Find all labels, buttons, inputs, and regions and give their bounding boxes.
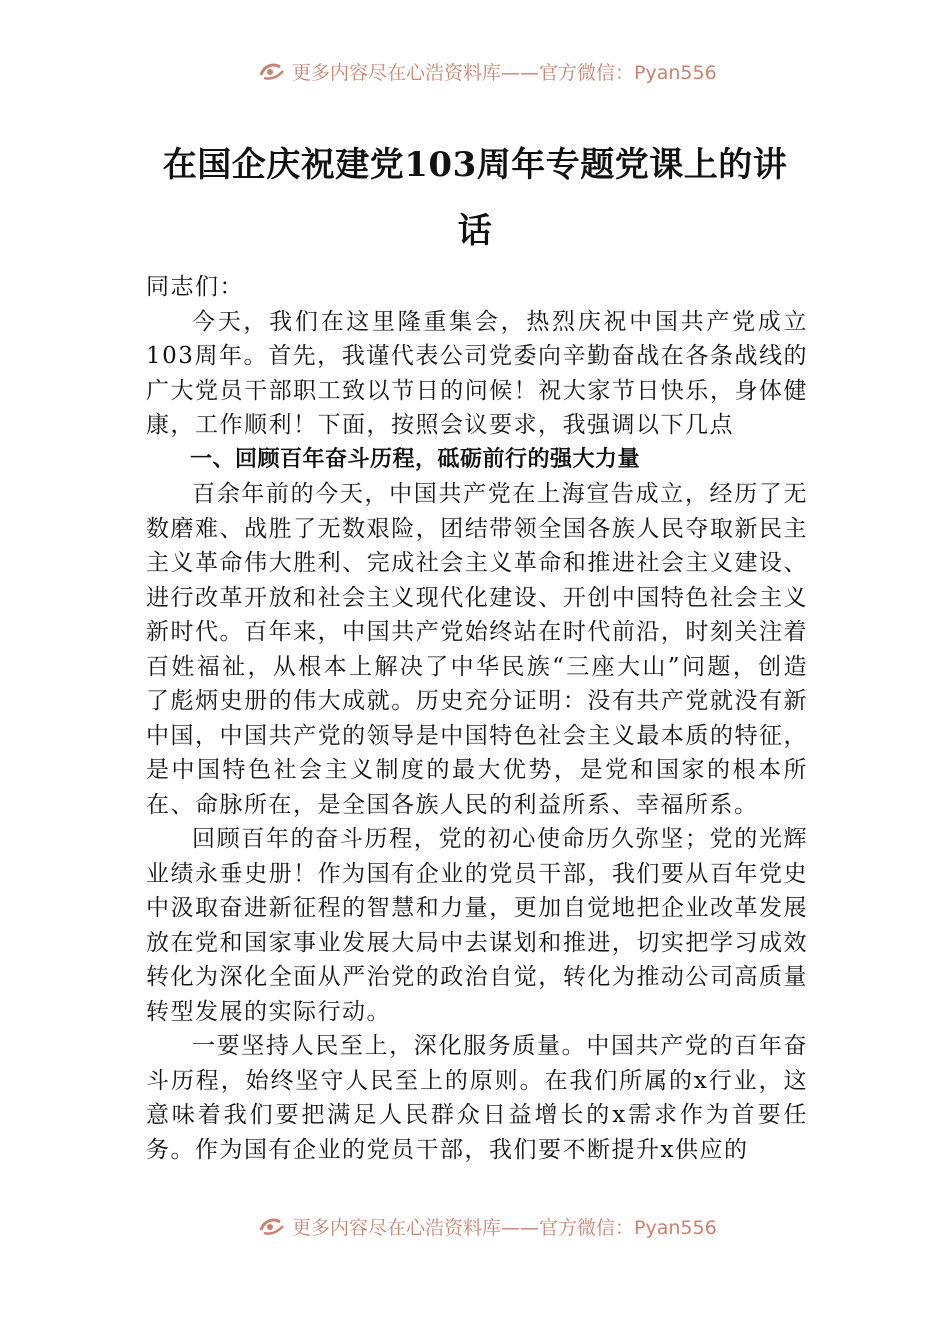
logo-swirl-icon (258, 60, 286, 82)
paragraph-review: 回顾百年的奋斗历程，党的初心使命历久弥坚；党的光辉业绩永垂史册！作为国有企业的党员干部，我们要从百年党史中汲取奋进新征程的智慧和力量，更加自觉地把企业改革发展放在党和国家事业发展大局中去谋划和推进，切实把学习成效转化为深化全面从严治党的政治自觉，转化为推动公司高质量转型发展的实际行动。 (146, 826, 808, 1025)
document-body (146, 270, 808, 1167)
watermark-text: 更多内容尽在心浩资料库——官方微信：Pyan556 (292, 1216, 717, 1239)
paragraph-people-first: 一要坚持人民至上，深化服务质量。中国共产党的百年奋斗历程，始终坚守人民至上的原则。在我们所属的x行业，这意味着我们要把满足人民群众日益增长的x需求作为首要任务。作为国有企业的党员干部，我们要不断提升x供应的 (146, 1033, 808, 1163)
paragraph-opening: 今天，我们在这里隆重集会，热烈庆祝中国共产党成立103周年。首先，我谨代表公司党委向辛勤奋战在各条战线的广大党员干部职工致以节日的问候！祝大家节日快乐，身体健康，工作顺利！下面，按照会议要求，我强调以下几点 (146, 308, 808, 438)
paragraph-history: 百余年前的今天，中国共产党在上海宣告成立，经历了无数磨难、战胜了无数艰险，团结带领全国各族人民夺取新民主主义革命伟大胜利、完成社会主义革命和推进社会主义建设、进行改革开放和社会主义现代化建设、开创中国特色社会主义新时代。百年来，中国共产党始终站在时代前沿，时刻关注着百姓福祉，从根本上解决了中华民族“三座大山”问题，创造了彪炳史册的伟大成就。历史充分证明：没有共产党就没有新中国，中国共产党的领导是中国特色社会主义最本质的特征，是中国特色社会主义制度的最大优势，是党和国家的根本所在、命脉所在，是全国各族人民的利益所系、幸福所系。 (146, 481, 808, 818)
greeting: 同志们： (146, 274, 244, 300)
watermark-text: 更多内容尽在心浩资料库——官方微信：Pyan556 (292, 61, 717, 84)
logo-swirl-icon (258, 1215, 286, 1237)
watermark-header (258, 56, 717, 86)
section-heading-1: 一、回顾百年奋斗历程，砥砺前行的强大力量 (190, 446, 641, 472)
watermark-footer (258, 1211, 717, 1241)
document-title: 在国企庆祝建党103周年专题党课上的讲话 (162, 145, 788, 251)
